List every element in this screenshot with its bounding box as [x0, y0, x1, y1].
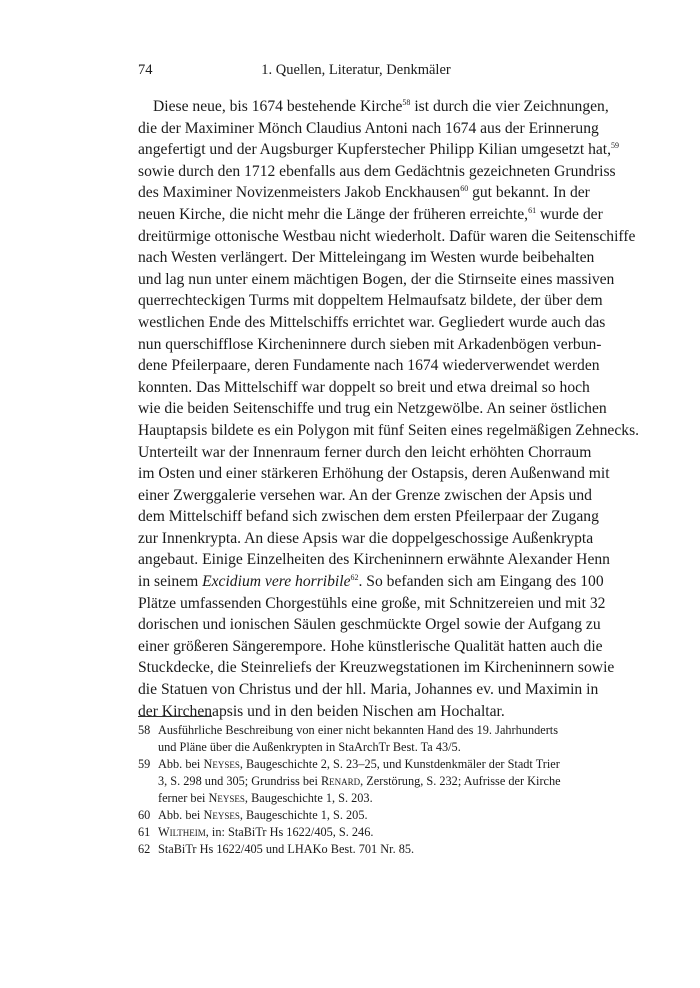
text-line: die Statuen von Christus und der hll. Maria, Johannes ev. und Maximin in	[138, 681, 599, 699]
text-line: Unterteilt war der Innenraum ferner durch den leicht erhöhten Chorraum	[138, 443, 592, 461]
footnote-60	[138, 807, 558, 824]
text-line: konnten. Das Mittelschiff war doppelt so breit und etwa dreimal so hoch	[138, 378, 590, 396]
footnote-number: 61	[138, 825, 151, 839]
italic-title: Excidium vere horribile	[202, 573, 351, 591]
text-line: angefertigt und der Augsburger Kupferstecher Philipp Kilian umgesetzt hat,$^{59}$	[138, 141, 620, 159]
footnote-line: Abb. bei Neyses, Baugeschichte 2, S. 23–25, und Kunstdenkmäler der Stadt Trier	[158, 757, 560, 771]
text-line: westlichen Ende des Mittelschiffs errichtet war. Gegliedert wurde auch das	[138, 313, 606, 331]
text-line: Plätze umfassenden Chorgestühls eine große, mit Schnitzereien und mit 32	[138, 594, 606, 612]
footnote-line: 3, S. 298 und 305; Grundriss bei Renard, Zerstörung, S. 232; Aufrisse der Kirche	[158, 774, 561, 788]
text-line: dem Mittelschiff befand sich zwischen dem ersten Pfeilerpaar der Zugang	[138, 508, 599, 526]
page-header	[138, 62, 558, 82]
footnote-line: ferner bei Neyses, Baugeschichte 1, S. 203.	[158, 791, 373, 805]
text-line: und lag nun unter einem mächtigen Bogen, der die Stirnseite eines massiven	[138, 270, 615, 288]
text-line: einer größeren Sängerempore. Hohe künstlerische Qualität hatten auch die	[138, 637, 603, 655]
footnotes	[138, 722, 561, 858]
text-line: dene Pfeilerpaare, deren Fundamente nach 1674 wiederverwendet werden	[138, 357, 600, 375]
text-line: dorischen und ionischen Säulen geschmückte Orgel sowie der Aufgang zu	[138, 616, 601, 634]
footnote-line: Abb. bei Neyses, Baugeschichte 1, S. 205.	[158, 808, 368, 822]
footnote-number: 60	[138, 808, 151, 822]
footnote-61	[138, 824, 558, 841]
footnote-line: Ausführliche Beschreibung von einer nicht bekannten Hand des 19. Jahrhunderts	[158, 723, 558, 737]
text-line: neuen Kirche, die nicht mehr die Länge der früheren erreichte,$^{61}$ wurde der	[138, 205, 603, 223]
footnote-62	[138, 841, 558, 858]
footnote-ref: 59	[611, 141, 620, 151]
text-line: in seinem Excidium vere horribile$^{62}$. So befanden sich am Eingang des 100	[138, 573, 604, 591]
footnote-divider	[138, 716, 212, 717]
footnote-ref: 61	[528, 205, 537, 215]
footnote-58	[138, 722, 558, 756]
running-head: 1. Quellen, Literatur, Denkmäler	[261, 62, 451, 78]
footnote-line: StaBiTr Hs 1622/405 und LHAKo Best. 701 Nr. 85.	[158, 842, 415, 856]
text-line: die der Maximiner Mönch Claudius Antoni nach 1674 aus der Erinnerung	[138, 119, 599, 137]
text-line: einer Zwerggalerie versehen war. An der Grenze zwischen der Apsis und	[138, 486, 592, 504]
text-line: des Maximiner Novizenmeisters Jakob Enckhausen$^{60}$ gut bekannt. In der	[138, 184, 590, 202]
footnote-59	[138, 756, 561, 807]
text-line: nun querschifflose Kircheninnere durch sieben mit Arkadenbögen verbun-	[138, 335, 602, 353]
footnote-line: und Pläne über die Außenkrypten in StaArchTr Best. Ta 43/5.	[158, 740, 461, 754]
text-line: wie die beiden Seitenschiffe und trug ein Netzgewölbe. An seiner östlichen	[138, 400, 607, 418]
text-line: nach Westen verlängert. Der Mitteleingang im Westen wurde beibehalten	[138, 249, 595, 267]
text-line: sowie durch den 1712 ebenfalls aus dem Gedächtnis gezeichneten Grundriss	[138, 162, 616, 180]
text-line: zur Innenkrypta. An diese Apsis war die doppelgeschossige Außenkrypta	[138, 529, 594, 547]
text-line: der Kirchenapsis und in den beiden Nischen am Hochaltar.	[138, 702, 505, 720]
footnote-number: 58	[138, 723, 151, 737]
text-line: Diese neue, bis 1674 bestehende Kirche$^{58}$ ist durch die vier Zeichnungen,	[153, 98, 609, 115]
main-text	[138, 96, 640, 722]
text-line: im Osten und einer stärkeren Erhöhung der Ostapsis, deren Außenwand mit	[138, 465, 610, 483]
text-line: angebaut. Einige Einzelheiten des Kircheninnern erwähnte Alexander Henn	[138, 551, 610, 569]
text-line: dreitürmige ottonische Westbau nicht wiederholt. Dafür waren die Seitenschiffe	[138, 227, 636, 245]
footnote-number: 59	[138, 757, 151, 771]
footnote-number: 62	[138, 842, 151, 856]
text-line: Stuckdecke, die Steinreliefs der Kreuzwegstationen im Kircheninnern sowie	[138, 659, 615, 677]
footnote-line: Wiltheim, in: StaBiTr Hs 1622/405, S. 246.	[158, 825, 374, 839]
footnote-ref: 58	[402, 98, 411, 107]
footnote-ref: 60	[460, 184, 469, 194]
footnote-ref: 62	[350, 573, 359, 583]
page-number: 74	[138, 62, 153, 78]
text-line: Hauptapsis bildete es ein Polygon mit fünf Seiten eines regelmäßigen Zehnecks.	[138, 421, 640, 439]
text-line: querrechteckigen Turms mit doppeltem Helmaufsatz bildete, der über dem	[138, 292, 603, 310]
